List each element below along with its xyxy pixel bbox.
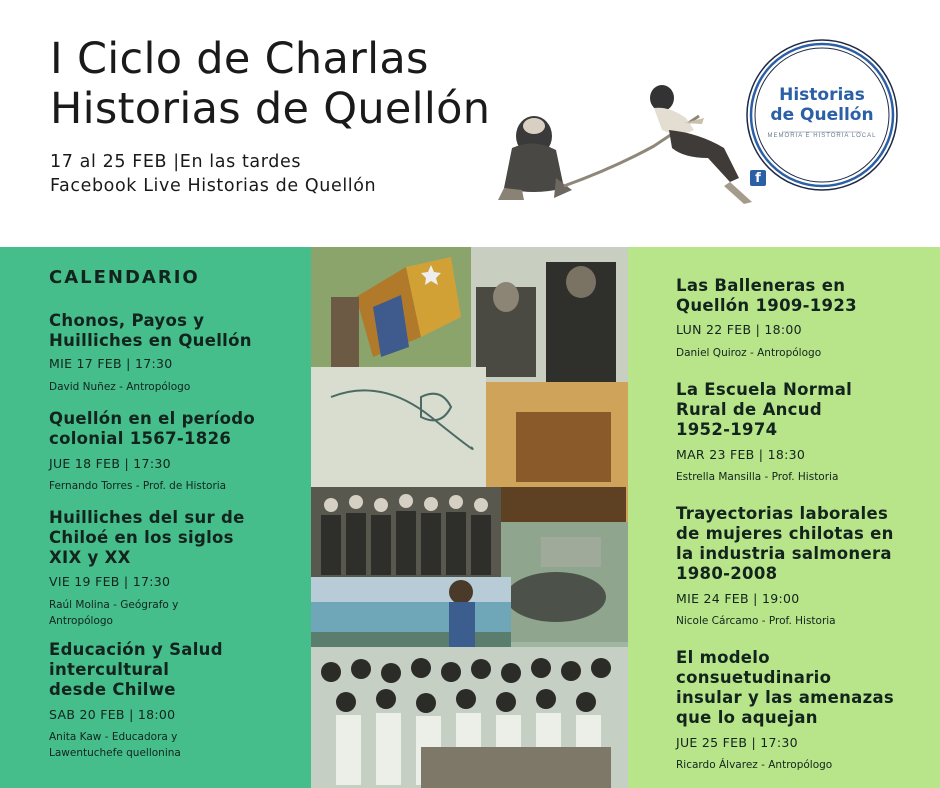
event-speaker-6 — [676, 469, 838, 485]
title-line-1: I Ciclo de Charlas — [50, 34, 429, 84]
event-title-line: Trayectorias laborales — [676, 504, 889, 523]
page-title — [50, 34, 490, 134]
event-title-line: 1952-1974 — [676, 420, 778, 439]
event-speaker-line: Daniel Quiroz - Antropólogo — [676, 347, 822, 359]
logo-tagline: MEMORIA E HISTORIA LOCAL — [767, 133, 877, 139]
event-title-line: Huilliches del sur de — [49, 508, 245, 527]
event-title-1 — [49, 311, 252, 351]
event-date-3: VIE 19 FEB | 17:30 — [49, 574, 171, 589]
event-title-line: la industria salmonera — [676, 544, 892, 563]
event-date-6: MAR 23 FEB | 18:30 — [676, 447, 806, 462]
event-date-4: SAB 20 FEB | 18:00 — [49, 707, 176, 722]
calendar-heading: CALENDARIO — [49, 267, 200, 288]
event-title-line: Quellón en el período — [49, 409, 255, 428]
event-speaker-3 — [49, 597, 178, 629]
event-title-line: consuetudinario — [676, 668, 832, 687]
historical-photo-collage — [311, 247, 628, 788]
event-title-line: colonial 1567-1826 — [49, 429, 232, 448]
event-title-line: de mujeres chilotas en — [676, 524, 894, 543]
subtitle — [50, 150, 376, 198]
event-title-7 — [676, 504, 894, 584]
event-speaker-7 — [676, 613, 836, 629]
event-title-line: XIX y XX — [49, 548, 131, 567]
event-speaker-line: Antropólogo — [49, 615, 113, 627]
historias-de-quellon-logo — [742, 35, 902, 195]
event-title-3 — [49, 508, 245, 568]
title-line-2: Historias de Quellón — [50, 84, 491, 134]
logo-text-line-1: Historias — [779, 85, 865, 105]
event-speaker-line: Fernando Torres - Prof. de Historia — [49, 480, 227, 492]
event-date-7: MIE 24 FEB | 19:00 — [676, 591, 800, 606]
event-title-line: 1980-2008 — [676, 564, 778, 583]
facebook-icon[interactable]: f — [750, 170, 766, 186]
event-speaker-8 — [676, 757, 832, 773]
event-speaker-line: Nicole Cárcamo - Prof. Historia — [676, 615, 836, 627]
event-speaker-line: Lawentuchefe quellonina — [49, 747, 181, 759]
header — [0, 0, 940, 247]
event-speaker-line: Anita Kaw - Educadora y — [49, 731, 178, 743]
event-title-8 — [676, 648, 894, 728]
event-date-8: JUE 25 FEB | 17:30 — [676, 735, 798, 750]
event-date-2: JUE 18 FEB | 17:30 — [49, 456, 171, 471]
event-speaker-5 — [676, 345, 821, 361]
event-title-line: Educación y Salud — [49, 640, 223, 659]
event-title-line: Huilliches en Quellón — [49, 331, 252, 350]
subtitle-line-1: 17 al 25 FEB |En las tardes — [50, 152, 302, 172]
event-speaker-4 — [49, 729, 181, 761]
event-title-4 — [49, 640, 223, 700]
event-title-line: Quellón 1909-1923 — [676, 296, 857, 315]
event-title-line: Chiloé en los siglos — [49, 528, 234, 547]
event-title-line: desde Chilwe — [49, 680, 176, 699]
event-speaker-line: Raúl Molina - Geógrafo y — [49, 599, 179, 611]
event-speaker-2 — [49, 478, 226, 494]
event-speaker-line: David Nuñez - Antropólogo — [49, 381, 191, 393]
event-title-line: insular y las amenazas — [676, 688, 895, 707]
event-title-5 — [676, 276, 857, 316]
event-date-5: LUN 22 FEB | 18:00 — [676, 322, 802, 337]
event-title-line: Rural de Ancud — [676, 400, 822, 419]
event-title-line: Chonos, Payos y — [49, 311, 205, 330]
event-speaker-1 — [49, 379, 190, 395]
event-title-line: La Escuela Normal — [676, 380, 853, 399]
event-title-line: que lo aquejan — [676, 708, 818, 727]
subtitle-line-2: Facebook Live Historias de Quellón — [50, 176, 377, 196]
event-title-line: intercultural — [49, 660, 170, 679]
event-title-2 — [49, 409, 255, 449]
event-title-6 — [676, 380, 852, 440]
collage-artwork — [311, 247, 628, 788]
tug-of-war-illustration — [494, 78, 764, 208]
event-speaker-line: Ricardo Álvarez - Antropólogo — [676, 759, 833, 771]
logo-text-line-2: de Quellón — [770, 105, 874, 125]
event-title-line: Las Balleneras en — [676, 276, 846, 295]
event-date-1: MIE 17 FEB | 17:30 — [49, 356, 173, 371]
event-speaker-line: Estrella Mansilla - Prof. Historia — [676, 471, 839, 483]
event-title-line: El modelo — [676, 648, 770, 667]
